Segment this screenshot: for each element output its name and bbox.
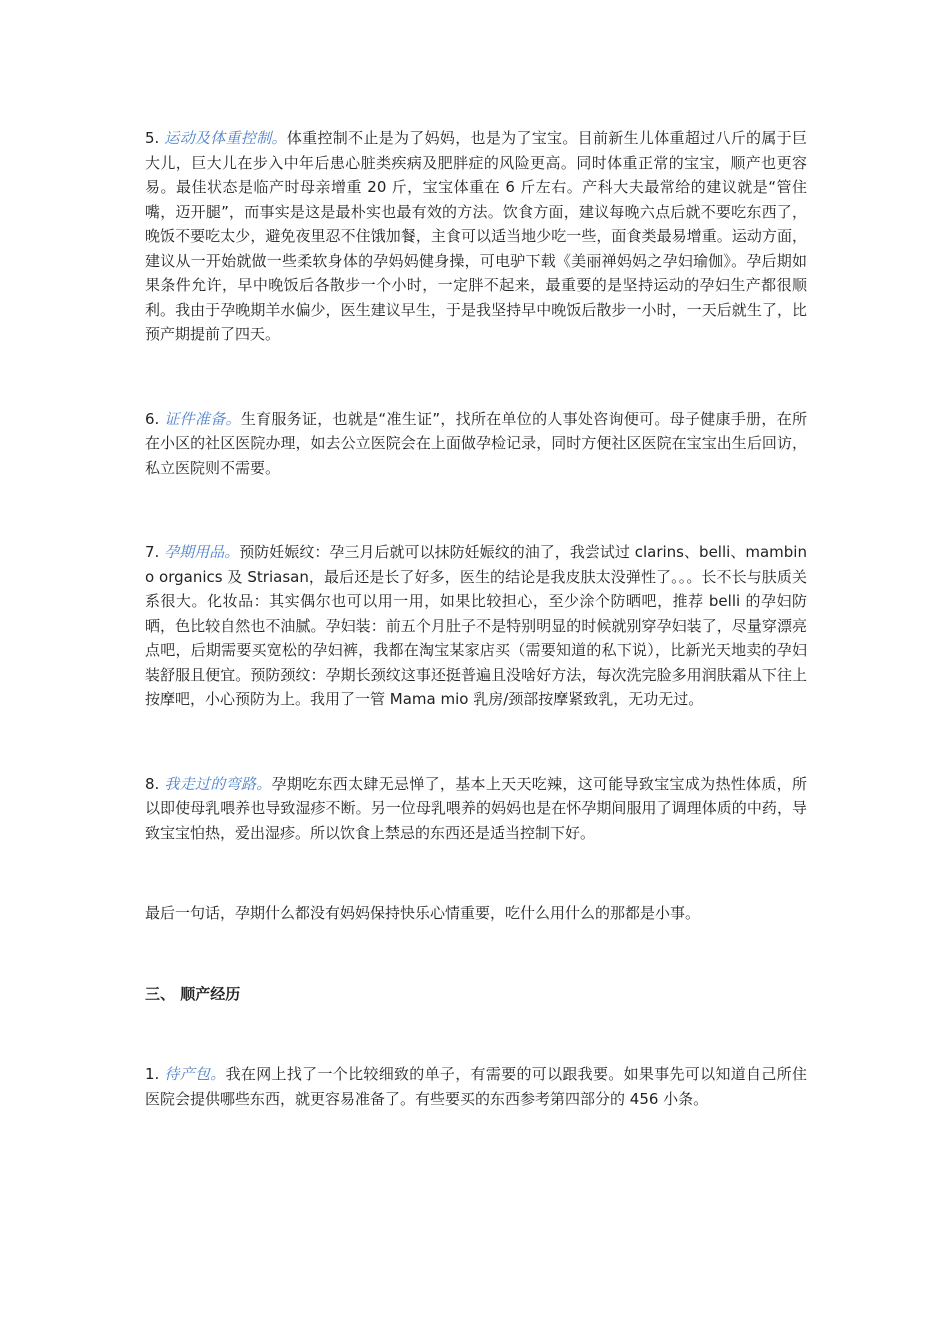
closing-paragraph: 最后一句话，孕期什么都没有妈妈保持快乐心情重要，吃什么用什么的那都是小事。: [145, 904, 701, 922]
item-heading: 待产包。: [164, 1065, 226, 1083]
item-number: 7.: [145, 543, 160, 561]
item-heading: 运动及体重控制。: [164, 129, 287, 147]
item-body: 孕期吃东西太肆无忌惮了，基本上天天吃辣，这可能导致宝宝成为热性体质，所以即使母乳喂养也导致湿疹不断。另一位母乳喂养的妈妈也是在怀孕期间服用了调理体质的中药，导致宝宝怕热，爱出湿疹。所以饮食上禁忌的东西还是适当控制下好。: [145, 774, 807, 842]
item-number: 1.: [145, 1065, 160, 1083]
document-page: [145, 126, 807, 1111]
item-heading: 我走过的弯路。: [164, 774, 272, 793]
item-number: 5.: [145, 129, 160, 147]
paragraph-item-6: [145, 407, 807, 481]
item-number: 6.: [145, 409, 160, 428]
item-body: 我在网上找了一个比较细致的单子，有需要的可以跟我要。如果事先可以知道自己所住医院会提供哪些东西，就更容易准备了。有些要买的东西参考第四部分的 456 小条。: [145, 1065, 807, 1108]
paragraph-item-8: [145, 772, 807, 846]
item-heading: 孕期用品。: [164, 543, 240, 561]
paragraph-item-7: [145, 540, 807, 712]
item-number: 8.: [145, 774, 160, 793]
section-title: 三、 顺产经历: [145, 984, 241, 1003]
item-body: 体重控制不止是为了妈妈，也是为了宝宝。目前新生儿体重超过八斤的属于巨大儿，巨大儿在步入中年后患心脏类疾病及肥胖症的风险更高。同时体重正常的宝宝，顺产也更容易。最佳状态是临产时母亲增重 20 斤，宝宝体重在 6 斤左右。产科大夫最常给的建议就是“管住嘴，迈开腿”，而事实是这是最朴实也最有效的方法。饮食方面，建议每晚六点后就不要吃东西了，晚饭不要吃太少，避免夜里忍不住饿加餐，主食可以适当地少吃一些，面食类最易增重。运动方面，建议从一开始就做一些柔软身体的孕妈妈健身操，可电驴下载《美丽禅妈妈之孕妇瑜伽》。孕后期如果条件允许，早中晚饭后各散步一个小时，一定胖不起来，最重要的是坚持运动的孕妇生产都很顺利。我由于孕晚期羊水偏少，医生建议早生，于是我坚持早中晚饭后散步一小时，一天后就生了，比预产期提前了四天。: [145, 129, 807, 343]
item-heading: 证件准备。: [164, 409, 241, 428]
item-body: 生育服务证，也就是“准生证”，找所在单位的人事处咨询便可。母子健康手册，在所在小区的社区医院办理，如去公立医院会在上面做孕检记录，同时方便社区医院在宝宝出生后回访，私立医院则不需要。: [145, 409, 807, 477]
paragraph-item-5: [145, 126, 807, 347]
item-body: 预防妊娠纹：孕三月后就可以抹防妊娠纹的油了，我尝试过 clarins、belli、mambino organics 及 Striasan，最后还是长了好多，医生的结论是我皮肤太没弹性了。。。长不长与肤质关系很大。化妆品：其实偶尔也可以用一用，如果比较担心，至少涂个防晒吧，推荐 belli 的孕妇防晒，色比较自然也不油腻。孕妇装：前五个月肚子不是特别明显的时候就别穿孕妇装了，尽量穿漂亮点吧，后期需要买宽松的孕妇裤，我都在淘宝某家店买（需要知道的私下说），比新光天地卖的孕妇装舒服且便宜。预防颈纹：孕期长颈纹这事还挺普遍且没啥好方法，每次洗完脸多用润肤霜从下往上按摩吧，小心预防为上。我用了一管 Mama mio 乳房/颈部按摩紧致乳，无功无过。: [145, 543, 807, 708]
paragraph-section3-item-1: [145, 1062, 807, 1111]
